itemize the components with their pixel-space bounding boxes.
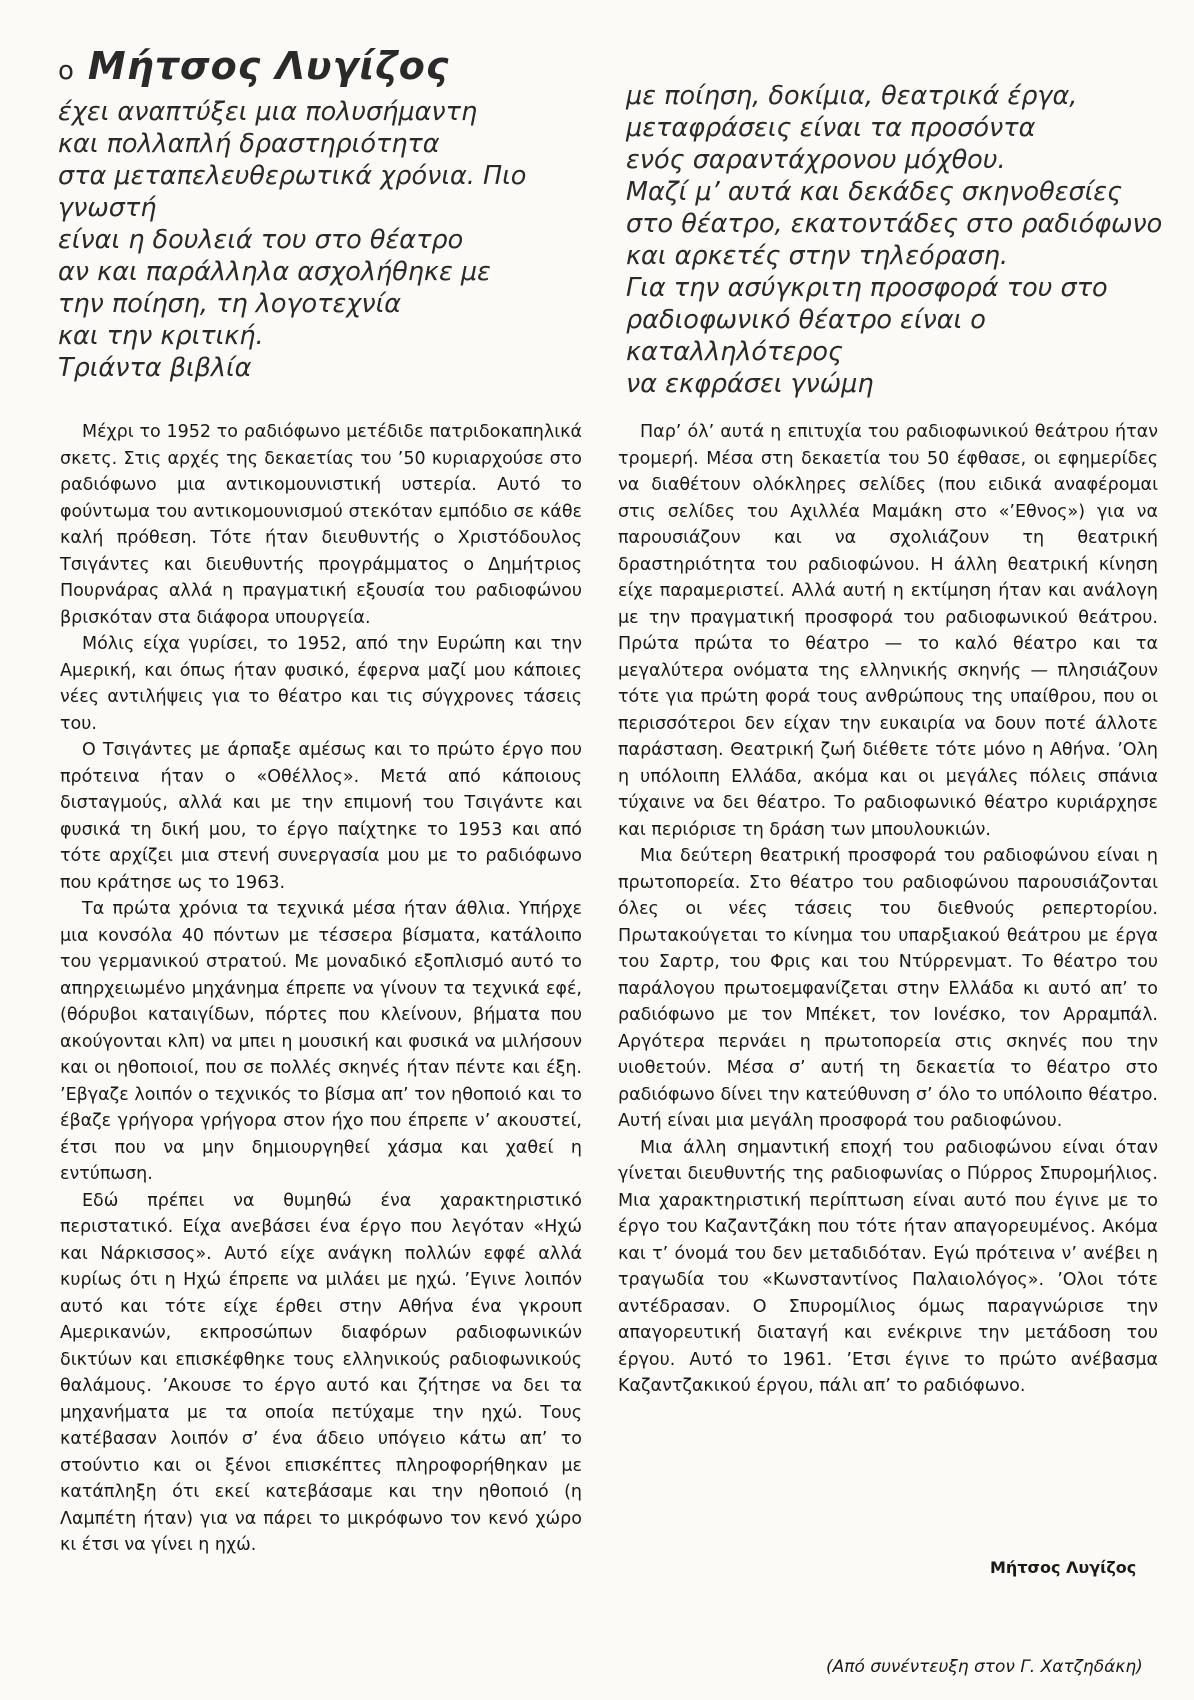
intro-line: και αρκετές στην τηλεόραση. — [626, 241, 1009, 271]
intro-line: Τριάντα βιβλία — [58, 353, 252, 383]
intro-line: με ποίηση, δοκίμια, θεατρικά έργα, — [626, 81, 1078, 111]
intro-left — [58, 44, 578, 384]
intro-line: μεταφράσεις είναι τα προσόντα — [626, 113, 1036, 143]
body-paragraph: Μέχρι το 1952 το ραδιόφωνο μετέδιδε πατριδοκαπηλικά σκετς. Στις αρχές της δεκαετίας του ’50 κυριαρχούσε στο ραδιόφωνο μια αντικομουνιστική υστερία. Αυτό το φούντωμα του αντικομουνισμού στεκόταν εμπόδιο σε κάθε καλή πρόθεση. Τότε ήταν διευθυντής ο Χριστόδουλος Τσιγάντες και διευθυντής προγράμματος ο Δημήτριος Πουρνάρας αλλά η πραγματική εξουσία του ραδιοφώνου βρισκόταν στα διάφορα υπουργεία. — [60, 422, 582, 628]
intro-line: ενός σαραντάχρονου μόχθου. — [626, 145, 1006, 175]
body-paragraph: Ο Τσιγάντες με άρπαξε αμέσως και το πρώτο έργο που πρότεινα ήταν ο «Οθέλλος». Μετά από κάποιους δισταγμούς, αλλά και με την επιμονή του Τσιγάντε και φυσικά τη δική μου, το έργο παίχτηκε το 1953 και από τότε αρχίζει μια στενή συνεργασία μου με το ραδιόφωνο που κράτησε ως το 1963. — [60, 740, 582, 893]
intro-line: την ποίηση, τη λογοτεχνία — [58, 289, 402, 319]
intro-line: να εκφράσει γνώμη — [626, 369, 874, 399]
author-signature: Μήτσος Λυγίζος — [990, 1558, 1137, 1577]
body-column-left — [60, 419, 582, 1559]
intro-line: και πολλαπλή δραστηριότητα — [58, 129, 440, 159]
body-paragraph: Τα πρώτα χρόνια τα τεχνικά μέσα ήταν άθλια. Υπήρχε μια κονσόλα 40 πόντων με τέσσερα βίσματα, κατάλοιπο του γερμανικού στρατού. Με μοναδικό εξοπλισμό αυτό το απηρχειωμένο μηχάνημα έπρεπε να γίνουν τα τεχνικά εφέ, (θόρυβοι καταιγίδων, πόρτες που κλείνουν, βήματα που ακούγονται κλπ) να μπει η μουσική και φυσικά να μιλήσουν και οι ηθοποιοί, που σε πολλές σκηνές ήταν πέντε και έξη. ’Εβγαζε λοιπόν ο τεχνικός το βίσμα απ’ τον ηθοποιό και το έβαζε γρήγορα γρήγορα στον ήχο που έπρεπε ν’ ακουστεί, έτσι που να μην δημιουργηθεί χάσμα και χαθεί η εντύπωση. — [60, 899, 582, 1184]
intro-line: στα μεταπελευθερωτικά χρόνια. Πιο γνωστή — [58, 161, 527, 223]
body-column-right — [618, 419, 1158, 1400]
body-paragraph: Μόλις είχα γυρίσει, το 1952, από την Ευρώπη και την Αμερική, και όπως ήταν φυσικό, έφερνα μαζί μου κάποιες νέες αντιλήψεις για το θέατρο και τις σύγχρονες τάσεις του. — [60, 634, 582, 734]
intro-line: είναι η δουλειά του στο θέατρο — [58, 225, 464, 255]
intro-line: και την κριτική. — [58, 321, 264, 351]
source-note: (Από συνέντευξη στον Γ. Χατζηδάκη) — [826, 1657, 1143, 1677]
title-article: ο — [58, 56, 74, 86]
intro-right — [626, 80, 1166, 400]
body-paragraph: Παρ’ όλ’ αυτά η επιτυχία του ραδιοφωνικού θεάτρου ήταν τρομερή. Μέσα στη δεκαετία του 50 έφθασε, οι εφημερίδες να διαθέτουν ολόκληρες σελίδες (που ειδικά αναφέρομαι στις σελίδες του Αχιλλέα Μαμάκη στο «’Εθνος») για να παρουσιάζουν και να σχολιάζουν τη θεατρική δραστηριότητα του ραδιοφώνου. Η άλλη θεατρική κίνηση είχε παραμεριστεί. Αλλά αυτή η εκτίμηση ήταν και ανάλογη με την πραγματική προσφορά του ραδιοφωνικού θεάτρου. Πρώτα πρώτα το θέατρο — το καλό θέατρο και τα μεγαλύτερα ονόματα της ελληνικής σκηνής — πλησιάζουν τότε για πρώτη φορά τους ανθρώπους της υπαίθρου, που οι περισσότεροι δεν είχαν την ευκαιρία να δουν ποτέ άλλοτε παράσταση. Θεατρική ζωή διέθετε τότε μόνο η Αθήνα. ’Ολη η υπόλοιπη Ελλάδα, ακόμα και οι μεγάλες πόλεις σπάνια τύχαινε να δει θέατρο. Το ραδιοφωνικό θέατρο κυριάρχησε και περιόρισε τη δράση των μπουλουκιών. — [618, 422, 1158, 840]
intro-line: Για την ασύγκριτη προσφορά του στο — [626, 273, 1108, 303]
intro-line: έχει αναπτύξει μια πολυσήμαντη — [58, 97, 478, 127]
body-paragraph: Εδώ πρέπει να θυμηθώ ένα χαρακτηριστικό περιστατικό. Είχα ανεβάσει ένα έργο που λεγόταν «Ηχώ και Νάρκισσος». Αυτό είχε ανάγκη πολλών εφφέ αλλά κυρίως ότι η Ηχώ έπρεπε να μιλάει με ηχώ. ’Εγινε λοιπόν αυτό και τότε είχε έρθει στην Αθήνα ένα γκρουπ Αμερικανών, εκπροσώπων διαφόρων ραδιοφωνικών δικτύων και επισκέφθηκε τους ελληνικούς ραδιοφωνικούς θαλάμους. ’Ακουσε το έργο αυτό και ζήτησε να δει τα μηχανήματα με τα οποία πετύχαμε την ηχώ. Τους κατέβασαν λοιπόν σ’ ένα άδειο υπόγειο κάτω απ’ το στούντιο και οι ξένοι επισκέπτες πληροφορήθηκαν με κατάπληξη ότι εκεί κατεβάσαμε και την ηθοποιό (η Λαμπέτη ήταν) για να πάρει το μικρόφωνο τον κενό χώρο κι έτσι να γίνει η ηχώ. — [60, 1190, 582, 1555]
title-author-name: Μήτσος Λυγίζος — [87, 44, 450, 88]
intro-line: ραδιοφωνικό θέατρο είναι ο καταλληλότερος — [626, 305, 986, 367]
body-paragraph: Μια δεύτερη θεατρική προσφορά του ραδιοφώνου είναι η πρωτοπορεία. Στο θέατρο του ραδιοφώνου παρουσιάζονται όλες οι νέες τάσεις του διεθνούς ρεπερτορίου. Πρωτακούγεται το κίνημα του υπαρξιακού θεάτρου με έργα του Σαρτρ, του Φρις και του Ντύρρενματ. Το θέατρο του παράλογου πρωτοεμφανίζεται στην Ελλάδα κι αυτό απ’ το ραδιόφωνο με τον Μπέκετ, τον Ιονέσκο, τον Αρραμπάλ. Αργότερα περνάει η πρωτοπορεία στις σκηνές που την υιοθετούν. Μέσα σ’ αυτή τη δεκαετία το θέατρο στο ραδιόφωνο δίνει την κατεύθυνση σ’ όλο το υπόλοιπο θέατρο. Αυτή είναι μια μεγάλη προσφορά του ραδιοφώνου. — [618, 846, 1158, 1131]
intro-line: αν και παράλληλα ασχολήθηκε με — [58, 257, 491, 287]
body-paragraph: Μια άλλη σημαντική εποχή του ραδιοφώνου είναι όταν γίνεται διευθυντής της ραδιοφωνίας ο Πύρρος Σπυρομήλιος. Μια χαρακτηριστική περίπτωση είναι αυτό που έγινε με το έργο του Καζαντζάκη που τότε ήταν απαγορευμένος. Ακόμα και τ’ όνομά του δεν μεταδιδόταν. Εγώ πρότεινα ν’ ανέβει η τραγωδία του «Κωνσταντίνος Παλαιολόγος». ’Ολοι τότε αντέδρασαν. Ο Σπυρομίλιος όμως παραγνώρισε την απαγορευτική διαταγή και ενέκρινε την μετάδοση του έργου. Αυτό το 1961. ’Ετσι έγινε το πρώτο ανέβασμα Καζαντζακικού έργου, πάλι απ’ το ραδιόφωνο. — [618, 1137, 1158, 1396]
intro-line: στο θέατρο, εκατοντάδες στο ραδιόφωνο — [626, 209, 1163, 239]
article-title — [58, 44, 578, 88]
intro-line: Μαζί μ’ αυτά και δεκάδες σκηνοθεσίες — [626, 177, 1123, 207]
